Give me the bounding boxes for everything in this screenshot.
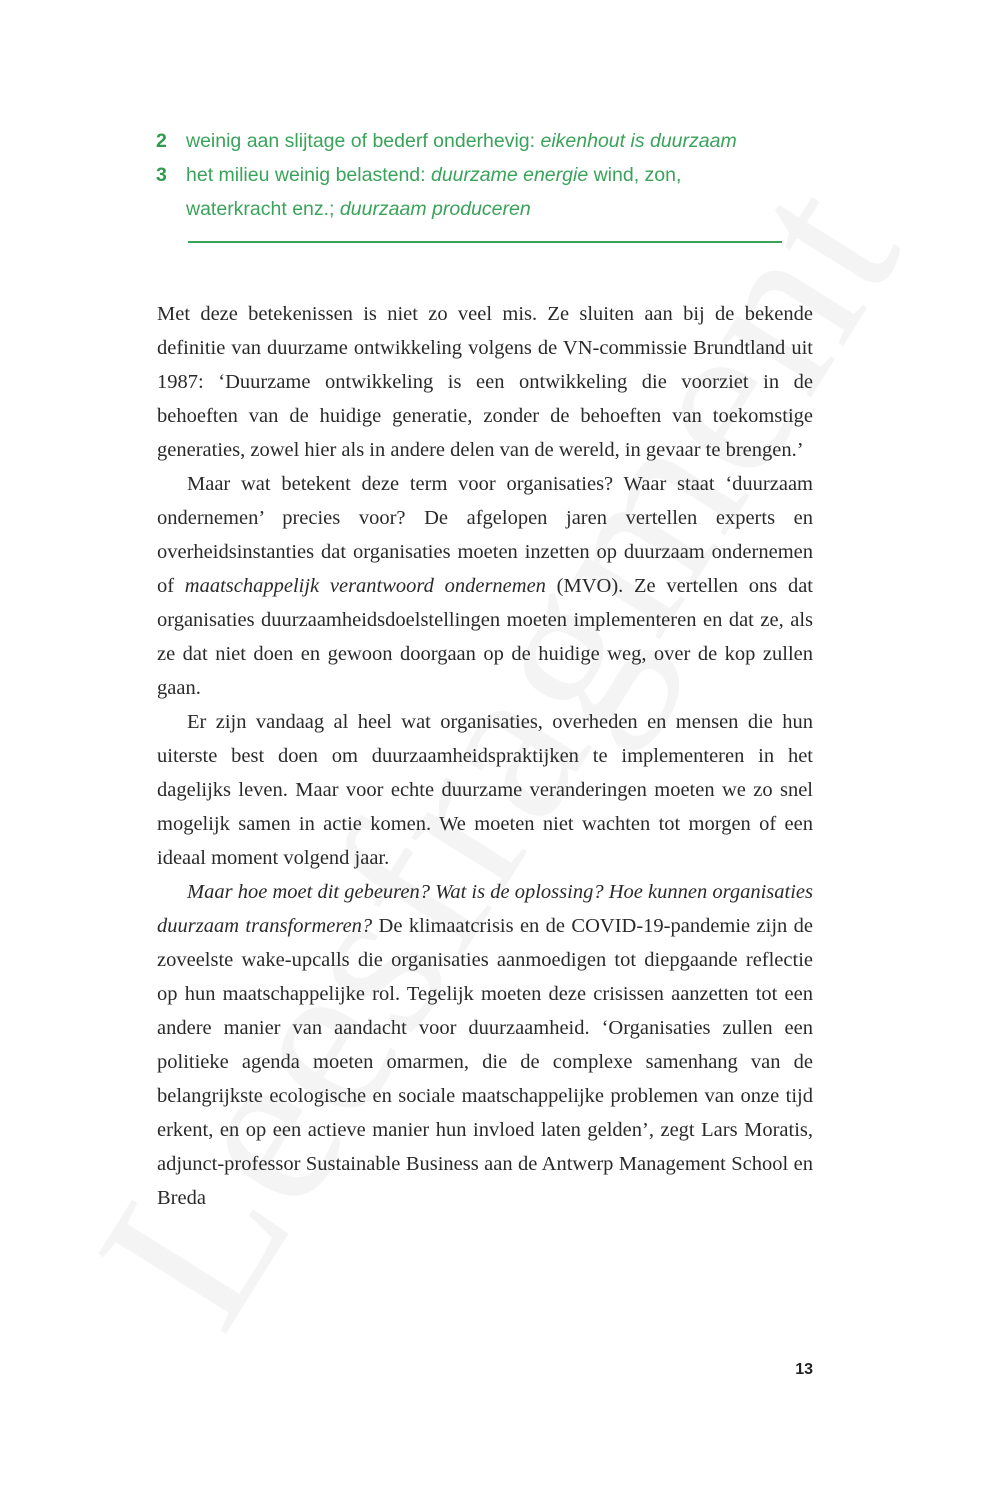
paragraph-text: (MVO). Ze vertellen ons dat organisaties duurzaamheidsdoelstellingen moeten implementeren en dat ze, als ze dat niet doen en gewoon doorgaan op de huidige weg, over de kop zullen gaan. bbox=[157, 575, 813, 699]
paragraph bbox=[157, 875, 813, 1215]
paragraph bbox=[157, 297, 813, 467]
body-text bbox=[157, 297, 813, 1215]
page-number: 13 bbox=[795, 1361, 813, 1378]
paragraph-text: Er zijn vandaag al heel wat organisaties, overheden en mensen die hun uiterste best doen om duurzaamheidspraktijken te implementeren in het dagelijks leven. Maar voor echte duurzame veranderingen moeten we zo snel mogelijk samen in actie komen. We moeten niet wachten tot morgen of een ideaal moment volgend jaar. bbox=[157, 711, 813, 869]
definition-meaning: het milieu weinig belastend: bbox=[186, 164, 431, 186]
divider-rule bbox=[188, 241, 782, 243]
definition-meaning-continued: wind, zon, waterkracht enz.; bbox=[186, 164, 682, 220]
definition-number: 3 bbox=[156, 164, 167, 186]
paragraph-text: Maar wat betekent deze term voor organisaties? Waar staat ‘duurzaam ondernemen’ precies voor? De afgelopen jaren vertellen experts en overheidsinstanties dat organisaties moeten inzetten op duurzaam ondernemen of bbox=[157, 473, 813, 597]
definition-item bbox=[156, 124, 786, 158]
definition-example: duurzame energie bbox=[430, 164, 589, 186]
paragraph bbox=[157, 705, 813, 875]
paragraph-text: De klimaatcrisis en de COVID-19-pandemie zijn de zoveelste wake-upcalls die organisaties aanmoedigen tot diepgaande reflectie op hun maatschappelijke rol. Tegelijk moeten deze crisissen aanzetten tot een andere manier van aandacht voor duurzaamheid. ‘Organisaties zullen een politieke agenda moeten omarmen, die de complexe samenhang van de belangrijkste ecologische en sociale maatschappelijke problemen van onze tijd erkent, en op een actieve manier hun invloed laten gelden’, zegt Lars Moratis, adjunct-professor Sustainable Business aan de Antwerp Management School en Breda bbox=[157, 915, 813, 1209]
definition-meaning: weinig aan slijtage of bederf onderhevig: bbox=[186, 130, 541, 152]
definition-item bbox=[156, 158, 786, 226]
definition-example: duurzaam produceren bbox=[339, 198, 531, 220]
paragraph-italic: maatschappelijk verantwoord ondernemen bbox=[184, 575, 546, 597]
definition-text bbox=[186, 158, 786, 226]
definition-text bbox=[186, 124, 786, 158]
paragraph bbox=[157, 467, 813, 705]
paragraph-italic: Maar hoe moet dit gebeuren? Wat is de oplossing? Hoe kunnen organisaties duurzaam transformeren? bbox=[157, 881, 813, 937]
definition-example: eikenhout is duurzaam bbox=[540, 130, 737, 152]
paragraph-text: Met deze betekenissen is niet zo veel mis. Ze sluiten aan bij de bekende definitie van duurzame ontwikkeling volgens de VN-commissie Brundtland uit 1987: ‘Duurzame ontwikkeling is een ontwikkeling die voorziet in de behoeften van de huidige generatie, zonder de behoeften van toekomstige generaties, zowel hier als in andere delen van de wereld, in gevaar te brengen.’ bbox=[157, 303, 813, 461]
definition-list bbox=[156, 124, 786, 226]
definition-number: 2 bbox=[156, 130, 167, 152]
